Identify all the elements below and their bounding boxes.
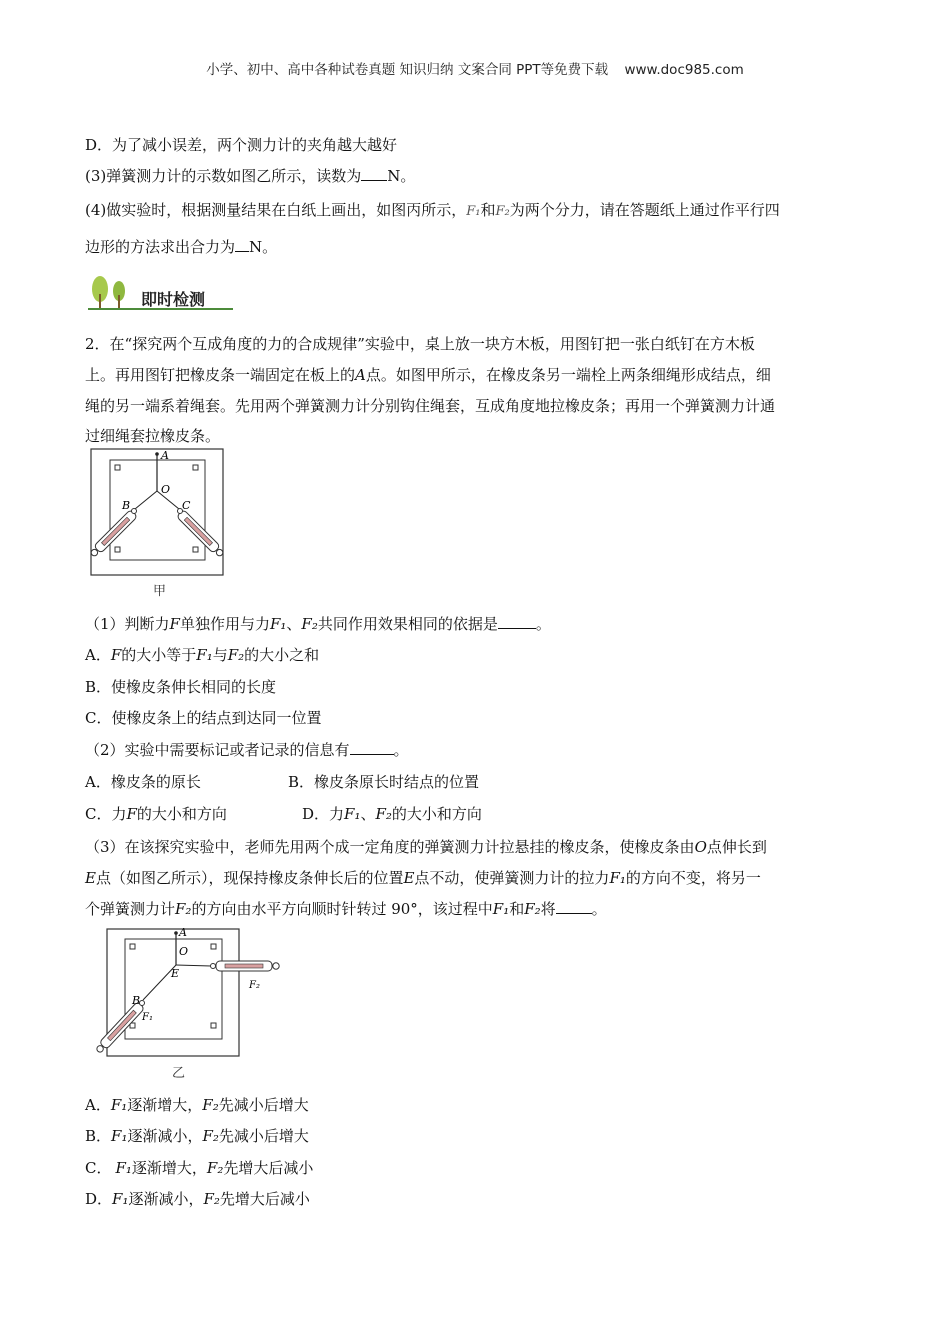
loop-b-2	[140, 1001, 145, 1006]
q4-f1: F₁	[466, 204, 481, 219]
sub3-d-pre: D．	[85, 1190, 113, 1208]
q3-blank[interactable]	[361, 166, 387, 181]
spring-scale-left	[89, 509, 138, 558]
page-header	[0, 58, 950, 78]
sub3-d-f1: F₁	[112, 1190, 129, 1208]
sub2-c-a: C．力	[85, 805, 127, 823]
sub3-c-f2: F₂	[206, 1159, 224, 1177]
sub1-text-b: 单独作用与力	[179, 615, 270, 633]
q4-and: 和	[480, 201, 496, 219]
sub1-blank[interactable]	[498, 614, 536, 629]
sub3-b-f2: F₂	[202, 1127, 219, 1145]
spring-scale-diagonal	[94, 1002, 144, 1055]
sub3-a-pre: A．	[85, 1096, 111, 1114]
sub3-l1O: O	[694, 838, 707, 856]
q4-f2: F₂	[495, 204, 510, 219]
sub1-a-F2: F₂	[227, 646, 245, 664]
sub1-option-c[interactable]: C．使橡皮条上的结点到达同一位置	[85, 709, 322, 727]
sub1-a-F1: F₁	[196, 646, 213, 664]
sub3-a-f2: F₂	[202, 1096, 219, 1114]
loop-b	[132, 509, 137, 514]
q2-sub3-line-1	[85, 837, 767, 857]
sub2-c-b: 的大小和方向	[136, 805, 227, 823]
label-b-2: B	[132, 994, 141, 1007]
q4-blank[interactable]	[235, 237, 249, 252]
q2-sub3-line-2	[85, 868, 761, 888]
q2-stem-2a: 上。再用图钉把橡皮条一端固定在板上的	[85, 366, 356, 384]
label-o: O	[161, 483, 171, 496]
q2-sub3-line-3	[85, 899, 607, 919]
sub2-d-F2: F₂	[375, 805, 392, 823]
sub3-b-f1: F₁	[111, 1127, 128, 1145]
prev-question-4-cont	[85, 237, 277, 257]
sub3-a-m2: 先减小后增大	[218, 1096, 309, 1114]
sub1-end: 。	[535, 615, 551, 633]
sub3-c-m1: 逐渐增大，	[131, 1159, 207, 1177]
sub3-l2a: 点（如图乙所示），现保持橡皮条伸长后的位置	[95, 869, 404, 887]
sub3-a-f1: F₁	[110, 1096, 128, 1114]
sub2-d-b: 的大小和方向	[391, 805, 482, 823]
q2-stem-line-3: 绳的另一端系着绳套。先用两个弹簧测力计分别钩住绳套，互成角度地拉橡皮条；再用一个弹簧测力计通	[85, 397, 776, 415]
q2-sub2-stem	[85, 740, 409, 760]
q2-stem-line-2	[85, 365, 771, 385]
sub2-end: 。	[393, 741, 409, 759]
sub3-l2F1: F₁	[609, 869, 626, 887]
q2-stem-2b: 点。如图甲所示，在橡皮条另一端栓上两条细绳形成结点，细	[365, 366, 771, 384]
prev-question-3	[85, 166, 415, 186]
sub1-option-b[interactable]: B．使橡皮条伸长相同的长度	[85, 678, 277, 696]
q2-point-a: A	[355, 366, 366, 384]
q4-text-c: 边形的方法求出合力为	[85, 238, 236, 256]
header-left-text: 小学、初中、高中各种试卷真题 知识归纳 文案合同 PPT等免费下载	[206, 62, 609, 78]
sub3-c-m2: 先增大后减小	[223, 1159, 314, 1177]
q4-unit: N。	[249, 238, 278, 256]
sub3-l3a: 个弹簧测力计	[85, 900, 176, 918]
sub3-d-f2: F₂	[203, 1190, 220, 1208]
loop-f2	[211, 964, 216, 969]
sub3-b-m1: 逐渐减小，	[127, 1127, 203, 1145]
figure-jia	[85, 447, 230, 582]
sub2-c-F: F	[126, 805, 137, 823]
sub2-option-c[interactable]	[85, 804, 227, 824]
sub1-F: F	[169, 615, 180, 633]
sub3-l3F1: F₁	[492, 900, 510, 918]
q3-unit: N。	[387, 167, 416, 185]
paper-2	[125, 939, 222, 1039]
sub3-b-pre: B．	[85, 1127, 112, 1145]
sub3-l3and: 和	[509, 900, 525, 918]
q2-stem-line-1: 2．在“探究两个互成角度的力的合成规律”实验中，桌上放一块方木板，用图钉把一张白纸钉在方木板	[85, 335, 755, 353]
sub3-b-m2: 先减小后增大	[218, 1127, 309, 1145]
board-outer-2	[107, 929, 239, 1056]
sub3-d-m2: 先增大后减小	[219, 1190, 310, 1208]
sub2-blank[interactable]	[350, 740, 394, 755]
sub1-option-a[interactable]	[85, 645, 319, 665]
sub3-l3end: 。	[591, 900, 607, 918]
sub3-c-pre: C．	[85, 1159, 112, 1177]
label-f2-2: F₂	[249, 980, 260, 991]
prev-option-d: D．为了减小误差，两个测力计的夹角越大越好	[85, 136, 398, 154]
label-c: C	[182, 499, 191, 512]
sub1-a-with: 与	[212, 646, 228, 664]
sub2-d-sep: 、	[360, 805, 376, 823]
sub3-l2E2: E	[403, 869, 415, 887]
sub2-d-F1: F₁	[344, 805, 361, 823]
sub3-l3c: 将	[540, 900, 556, 918]
q2-stem-line-4: 过细绳套拉橡皮条。	[85, 427, 221, 445]
sub3-option-c[interactable]	[85, 1158, 313, 1178]
sub3-a-m1: 逐渐增大，	[127, 1096, 203, 1114]
sub2-d-a: D．力	[302, 805, 345, 823]
sub3-c-f1: F₁	[115, 1159, 132, 1177]
sub2-text: （2）实验中需要标记或者记录的信息有	[85, 741, 350, 759]
q2-sub1-stem	[85, 614, 551, 634]
label-a-2: A	[179, 926, 187, 939]
sub1-a-F: F	[110, 646, 122, 664]
figure-yi-caption: 乙	[172, 1066, 186, 1081]
label-b: B	[122, 499, 131, 512]
label-e-2: E	[171, 967, 180, 980]
sub1-F1: F₁	[269, 615, 287, 633]
sub3-blank[interactable]	[556, 899, 592, 914]
sub3-l2b: 点不动，使弹簧测力计的拉力	[414, 869, 610, 887]
sub3-l3b: 的方向由水平方向顺时针转过 90°，该过程中	[191, 900, 493, 918]
sub3-l1b: 点伸长到	[706, 838, 767, 856]
header-website-link[interactable]: www.doc985.com	[624, 62, 744, 78]
point-a-dot-2	[174, 931, 178, 935]
label-o-2: O	[179, 945, 189, 958]
banner-label: 即时检测	[141, 290, 206, 309]
sub1-a-pre: A．	[85, 646, 111, 664]
q4-text-b: 为两个分力，请在答题纸上通过作平行四	[509, 201, 780, 219]
spring-scale-horizontal	[216, 961, 279, 971]
figure-yi	[85, 926, 285, 1061]
string-b	[135, 491, 157, 509]
sub3-l3F2: F₂	[175, 900, 192, 918]
sub3-option-a[interactable]	[85, 1095, 309, 1115]
sub1-text-a: （1）判断力	[85, 615, 170, 633]
q4-text: (4)做实验时，根据测量结果在白纸上画出，如图丙所示，	[85, 201, 467, 219]
tree-icon	[92, 276, 125, 308]
sub1-a-end: 的大小之和	[244, 646, 320, 664]
point-a-dot	[155, 452, 159, 456]
sub2-option-b[interactable]: B．橡皮条原长时结点的位置	[288, 773, 480, 791]
sub3-l2E: E	[85, 869, 96, 887]
label-a: A	[161, 449, 169, 462]
sub3-option-b[interactable]	[85, 1126, 309, 1146]
q3-text: (3)弹簧测力计的示数如图乙所示，读数为	[85, 167, 362, 185]
sub3-option-d[interactable]	[85, 1189, 310, 1209]
label-f1-2: F₁	[142, 1012, 153, 1023]
figure-jia-caption: 甲	[153, 584, 167, 599]
sub3-l1a: （3）在该探究实验中，老师先用两个成一定角度的弹簧测力计拉悬挂的橡皮条，使橡皮条由	[85, 838, 695, 856]
sub3-l2c: 的方向不变，将另一	[625, 869, 761, 887]
string-f2	[176, 965, 211, 966]
sub3-d-m1: 逐渐减小，	[128, 1190, 204, 1208]
sub1-text-c: 共同作用效果相同的依据是	[317, 615, 498, 633]
sub1-F2: F₂	[301, 615, 318, 633]
sub3-l3F2b: F₂	[524, 900, 541, 918]
prev-question-4	[85, 200, 780, 222]
spring-scale-right	[176, 509, 225, 558]
sub2-option-d[interactable]	[302, 804, 482, 824]
sub1-a-mid: 的大小等于	[121, 646, 197, 664]
sub1-sep: 、	[286, 615, 302, 633]
sub2-option-a[interactable]: A．橡皮条的原长	[85, 773, 201, 791]
